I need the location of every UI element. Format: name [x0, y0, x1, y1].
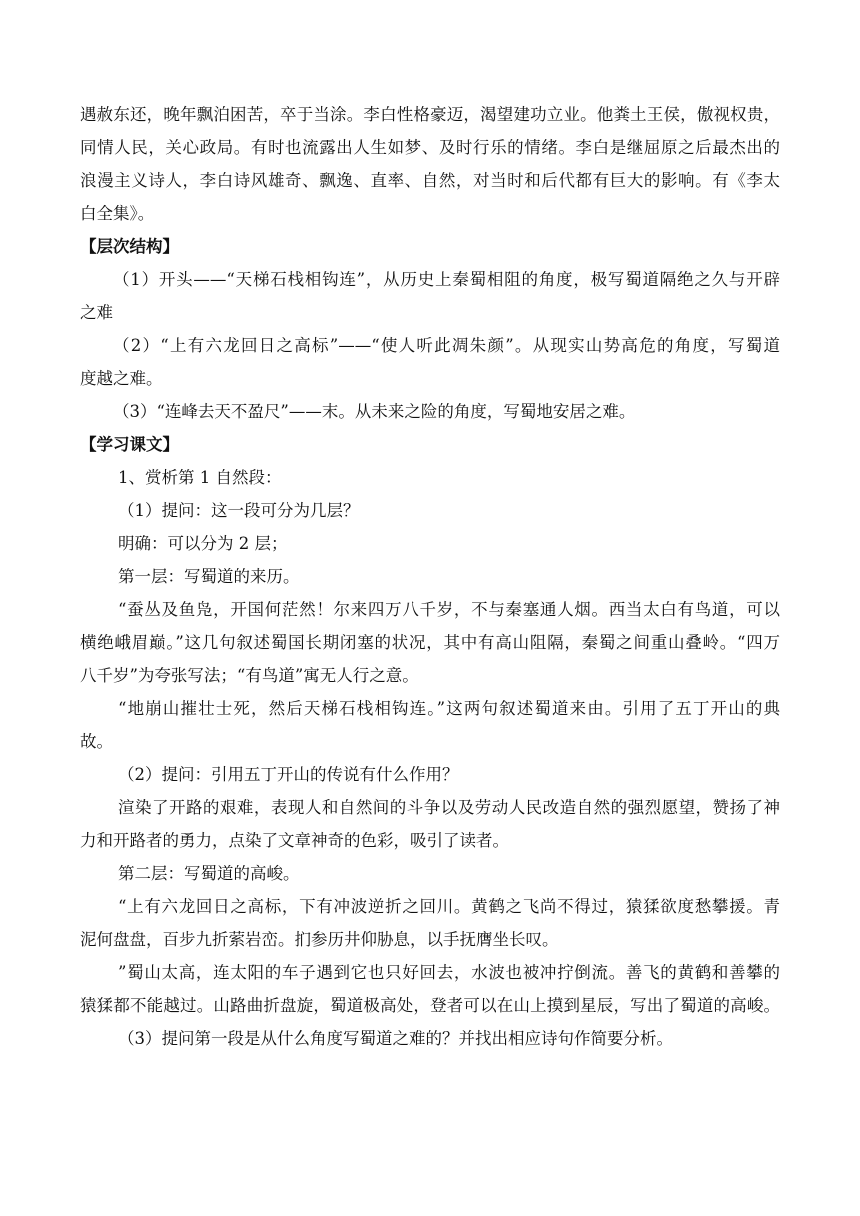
bio-line: 遇赦东还，晚年飘泊困苦，卒于当涂。李白性格豪迈，渴望建功立业。他粪土王侯，傲视权贵， — [80, 105, 780, 124]
study-answer-1: 明确：可以分为 2 层； — [118, 534, 288, 553]
quote-paragraph-3-cont: 泥何盘盘，百步九折萦岩峦。扪参历井仰胁息，以手抚膺坐长叹。 — [80, 930, 559, 949]
document-page — [80, 98, 780, 1055]
quote-paragraph-2-cont: 故。 — [80, 732, 113, 751]
structure-paragraph-2: （2）“上有六龙回日之高标”——“使人听此凋朱颜”。从现实山势高危的角度，写蜀道 — [113, 336, 780, 355]
quote-paragraph-1-cont: 横绝峨眉巅。”这几句叙述蜀国长期闭塞的状况，其中有高山阻隔，秦蜀之间重山叠岭。“四万 — [80, 633, 780, 652]
answer-paragraph-2-cont: 猿猱都不能越过。山路曲折盘旋，蜀道极高处，登者可以在山上摸到星辰，写出了蜀道的高峻。 — [80, 996, 780, 1015]
section-heading-study: 【学习课文】 — [80, 435, 179, 454]
bio-line: 浪漫主义诗人，李白诗风雄奇、飘逸、直率、自然，对当时和后代都有巨大的影响。有《李太 — [80, 171, 780, 190]
study-item: 1、赏析第 1 自然段： — [118, 468, 282, 487]
quote-paragraph-1-cont: 八千岁”为夸张写法；“有鸟道”寓无人行之意。 — [80, 666, 419, 685]
structure-paragraph-3: （3）“连峰去天不盈尺”——末。从未来之险的角度，写蜀地安居之难。 — [113, 402, 636, 421]
layer-1-label: 第一层：写蜀道的来历。 — [118, 567, 300, 586]
answer-paragraph-1: 渲染了开路的艰难，表现人和自然间的斗争以及劳动人民改造自然的强烈愿望，赞扬了神 — [118, 798, 780, 817]
quote-paragraph-2: “地崩山摧壮士死，然后天梯石栈相钩连。”这两句叙述蜀道来由。引用了五丁开山的典 — [118, 699, 780, 718]
section-heading-structure: 【层次结构】 — [80, 237, 179, 256]
bio-line: 白全集》。 — [80, 204, 155, 223]
layer-2-label: 第二层：写蜀道的高峻。 — [118, 864, 300, 883]
structure-paragraph-1: （1）开头——“天梯石栈相钩连”，从历史上秦蜀相阻的角度，极写蜀道隔绝之久与开辟 — [113, 270, 780, 289]
study-question-3: （3）提问第一段是从什么角度写蜀道之难的？并找出相应诗句作简要分析。 — [118, 1029, 673, 1048]
quote-paragraph-1: “蚕丛及鱼凫，开国何茫然！尔来四万八千岁，不与秦塞通人烟。西当太白有鸟道，可以 — [118, 600, 780, 619]
study-question-2: （2）提问：引用五丁开山的传说有什么作用？ — [118, 765, 459, 784]
study-question-1: （1）提问：这一段可分为几层？ — [118, 501, 360, 520]
answer-paragraph-1-cont: 力和开路者的勇力，点染了文章神奇的色彩，吸引了读者。 — [80, 831, 509, 850]
structure-paragraph-2-cont: 度越之难。 — [80, 369, 163, 388]
quote-paragraph-3: “上有六龙回日之高标，下有冲波逆折之回川。黄鹤之飞尚不得过，猿猱欲度愁攀援。青 — [118, 897, 780, 916]
answer-paragraph-2: ”蜀山太高，连太阳的车子遇到它也只好回去，水波也被冲拧倒流。善飞的黄鹤和善攀的 — [118, 963, 780, 982]
structure-paragraph-1-cont: 之难 — [80, 303, 113, 322]
bio-line: 同情人民，关心政局。有时也流露出人生如梦、及时行乐的情绪。李白是继屈原之后最杰出的 — [80, 138, 780, 157]
